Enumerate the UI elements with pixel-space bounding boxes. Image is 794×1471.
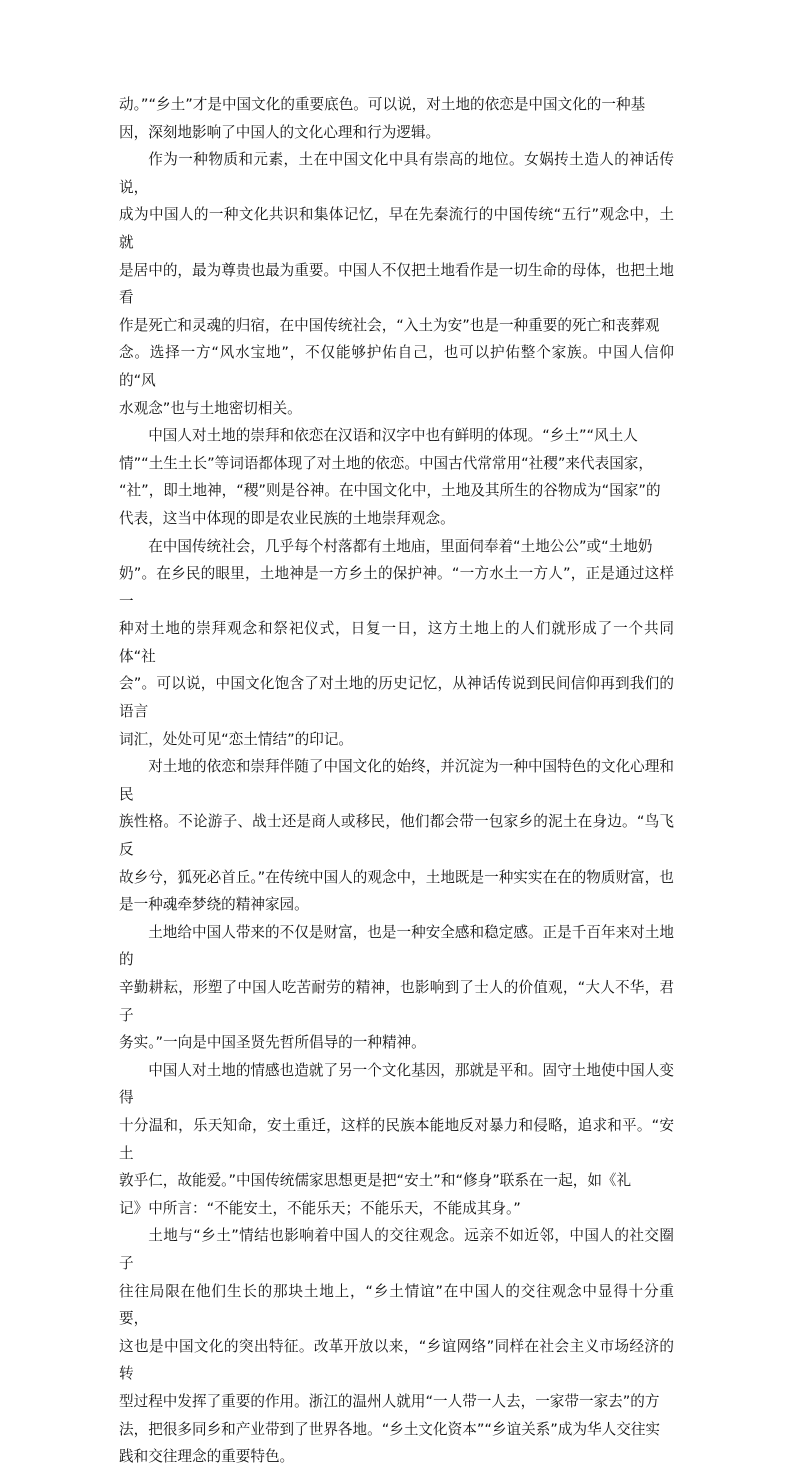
paragraph-6: 土地给中国人带来的不仅是财富，也是一种安全感和稳定感。正是千百年来对土地的 辛勤耕耘，形塑了中国人吃苦耐劳的精神，也影响到了士人的价值观，“大人不华，君子 务实。”一向是中国圣贤先哲所倡导的一种精神。 bbox=[119, 923, 674, 1052]
paragraph-5: 对土地的依恋和崇拜伴随了中国文化的始终，并沉淀为一种中国特色的文化心理和民 族性格。不论游子、战士还是商人或移民，他们都会带一包家乡的泥土在身边。“鸟飞反 故乡兮，狐死必首丘。”在传统中国人的观念中，土地既是一种实实在在的物质财富，也 是一种魂牵梦绕的精神家园。 bbox=[119, 758, 674, 914]
paragraph-2: 作为一种物质和元素，土在中国文化中具有崇高的地位。女娲抟土造人的神话传说， 成为中国人的一种文化共识和集体记忆，早在先秦流行的中国传统“五行”观念中，土就 是居中的，最为尊贵也最为重要。中国人不仅把土地看作是一切生命的母体，也把土地看 作是死亡和灵魂的归宿，在中国传统社会，“入土为安”也是一种重要的死亡和丧葬观 念。选择一方“风水宝地”，不仅能够护佑自己，也可以护佑整个家族。中国人信仰的“风 水观念”也与土地密切相关。 bbox=[119, 151, 674, 417]
paragraph-3: 中国人对土地的崇拜和依恋在汉语和汉字中也有鲜明的体现。“乡土”“风土人 情”“土生土长”等词语都体现了对土地的依恋。中国古代常常用“社稷”来代表国家， “社”，即土地神，“稷”则是谷神。在中国文化中，土地及其所生的谷物成为“国家”的 代表，这当中体现的即是农业民族的土地崇拜观念。 bbox=[119, 427, 661, 527]
paragraph-1: 动。”“乡土”才是中国文化的重要底色。可以说，对土地的依恋是中国文化的一种基 因，深刻地影响了中国人的文化心理和行为逻辑。 bbox=[119, 96, 646, 141]
essay-body bbox=[119, 91, 674, 1471]
paragraph-7: 中国人对土地的情感也造就了另一个文化基因，那就是平和。固守土地使中国人变得 十分温和，乐天知命，安土重迁，这样的民族本能地反对暴力和侵略，追求和平。“安土 敦乎仁，故能爱。”中国传统儒家思想更是把“安土”和“修身”联系在一起，如《礼 记》中所言：“不能安土，不能乐天；不能乐天，不能成其身。” bbox=[119, 1061, 674, 1217]
paragraph-8: 土地与“乡土”情结也影响着中国人的交往观念。远亲不如近邻，中国人的社交圈子 往往局限在他们生长的那块土地上，“乡土情谊”在中国人的交往观念中显得十分重要， 这也是中国文化的突出特征。改革开放以来，“乡谊网络”同样在社会主义市场经济的转 型过程中发挥了重要的作用。浙江的温州人就用“一人带一人去，一家带一家去”的方 法，把很多同乡和产业带到了世界各地。“乡土文化资本”“乡谊关系”成为华人交往实 践和交往理念的重要特色。 bbox=[119, 1227, 674, 1466]
paragraph-4: 在中国传统社会，几乎每个村落都有土地庙，里面伺奉着“土地公公”或“土地奶 奶”。在乡民的眼里，土地神是一方乡土的保护神。“一方水土一方人”，正是通过这样一 种对土地的崇拜观念和祭祀仪式，日复一日，这方土地上的人们就形成了一个共同体“社 会”。可以说，中国文化饱含了对土地的历史记忆，从神话传说到民间信仰再到我们的语言 词汇，处处可见“恋土情结”的印记。 bbox=[119, 537, 674, 748]
